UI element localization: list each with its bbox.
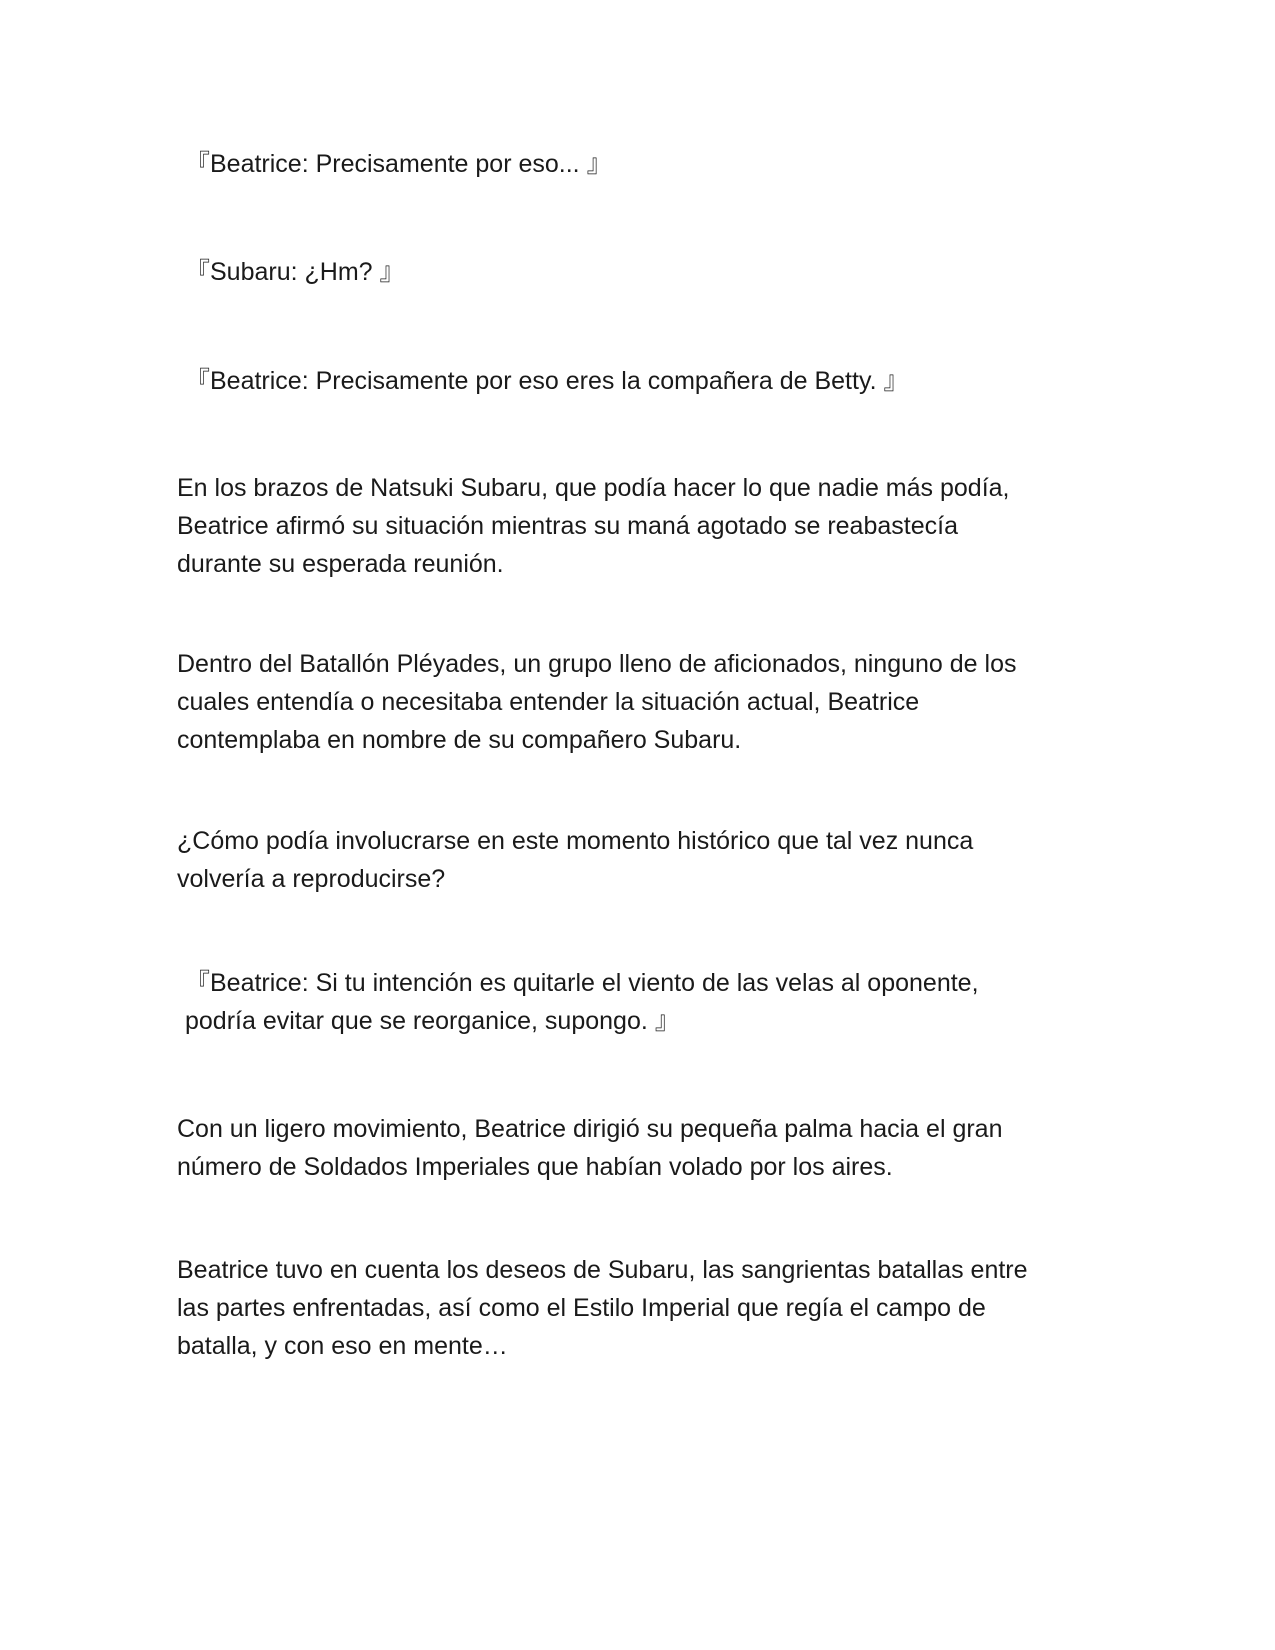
dialogue-line: 『Beatrice: Si tu intención es quitarle el viento de las velas al oponente, podría evitar que se reorganice, supongo. 』: [185, 969, 979, 1035]
narration-paragraph: En los brazos de Natsuki Subaru, que podía hacer lo que nadie más podía, Beatrice afirmó su situación mientras su maná agotado se reabastecía durante su esperada reunión.: [177, 474, 1010, 578]
narration-paragraph: Beatrice tuvo en cuenta los deseos de Subaru, las sangrientas batallas entre las partes enfrentadas, así como el Estilo Imperial que regía el campo de batalla, y con eso en mente…: [177, 1256, 1028, 1360]
dialogue-line: 『Subaru: ¿Hm? 』: [185, 258, 405, 286]
narration-paragraph: Dentro del Batallón Pléyades, un grupo lleno de aficionados, ninguno de los cuales entendía o necesitaba entender la situación actual, Beatrice contemplaba en nombre de su compañero Subaru.: [177, 650, 1017, 754]
dialogue-line: 『Beatrice: Precisamente por eso... 』: [185, 150, 612, 178]
narration-paragraph: ¿Cómo podía involucrarse en este momento histórico que tal vez nunca volvería a reproducirse?: [177, 827, 974, 893]
narration-paragraph: Con un ligero movimiento, Beatrice dirigió su pequeña palma hacia el gran número de Soldados Imperiales que habían volado por los aires.: [177, 1115, 1003, 1181]
dialogue-line: 『Beatrice: Precisamente por eso eres la compañera de Betty. 』: [185, 367, 909, 395]
